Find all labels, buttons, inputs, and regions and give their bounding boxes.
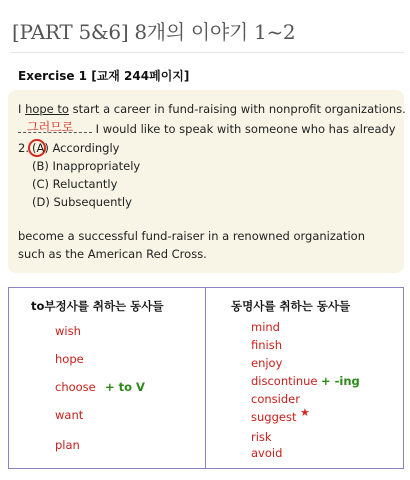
to-infinitive-heading: to부정사를 취하는 동사들 — [31, 299, 164, 313]
gerund-heading: 동명사를 취하는 동사들 — [231, 299, 351, 313]
exercise-heading: Exercise 1 [교재 244페이지] — [18, 69, 190, 83]
choice-text: Accordingly — [52, 141, 120, 155]
verb-enjoy: enjoy — [251, 356, 283, 370]
verb-want: want — [55, 408, 84, 422]
choice-d[interactable] — [32, 195, 132, 209]
verb-discontinue: discontinue — [251, 374, 318, 388]
question-number: 2. — [18, 141, 29, 155]
choice-a[interactable] — [32, 141, 119, 155]
verb-hope: hope — [55, 352, 84, 366]
question-line-1-post: start a career in fund-raising with nonprofit organizations. — [68, 102, 406, 116]
choice-letter: (D) — [32, 195, 50, 209]
choice-c[interactable] — [32, 177, 117, 191]
question-card — [8, 90, 404, 273]
verb-wish: wish — [55, 324, 81, 338]
verb-mind: mind — [251, 320, 280, 334]
ing-pattern: + -ing — [321, 374, 360, 388]
verb-table — [8, 287, 404, 469]
question-line-2 — [18, 122, 396, 136]
verb-suggest: suggest — [251, 410, 297, 424]
verb-finish: finish — [251, 338, 283, 352]
underlined-phrase: hope to — [25, 102, 69, 116]
choice-text: Subsequently — [53, 195, 132, 209]
column-divider — [205, 288, 206, 468]
title-divider — [10, 52, 404, 53]
choice-letter: (C) — [32, 177, 50, 191]
verb-avoid: avoid — [251, 446, 283, 460]
choice-letter: (A) — [32, 141, 49, 155]
answer-blank — [18, 122, 92, 133]
choice-text: Reluctantly — [52, 177, 118, 191]
question-line-2-post: I would like to speak with someone who has already — [95, 122, 396, 136]
question-line-1 — [18, 102, 406, 116]
choice-b[interactable] — [32, 159, 140, 173]
to-v-pattern: + to V — [105, 380, 145, 394]
question-continuation-2: such as the American Red Cross. — [18, 247, 207, 261]
star-icon: ★ — [300, 406, 310, 419]
verb-risk: risk — [251, 430, 272, 444]
question-continuation-1: become a successful fund-raiser in a renowned organization — [18, 229, 365, 243]
verb-consider: consider — [251, 392, 300, 406]
question-line-1-pre: I — [18, 102, 26, 116]
choice-text: Inappropriately — [52, 159, 141, 173]
choice-letter: (B) — [32, 159, 49, 173]
handwritten-answer-note: 그러므로 — [27, 120, 74, 134]
verb-plan: plan — [55, 438, 80, 452]
page-title: [PART 5&6] 8개의 이야기 1~2 — [12, 20, 296, 44]
verb-choose: choose — [55, 380, 96, 394]
